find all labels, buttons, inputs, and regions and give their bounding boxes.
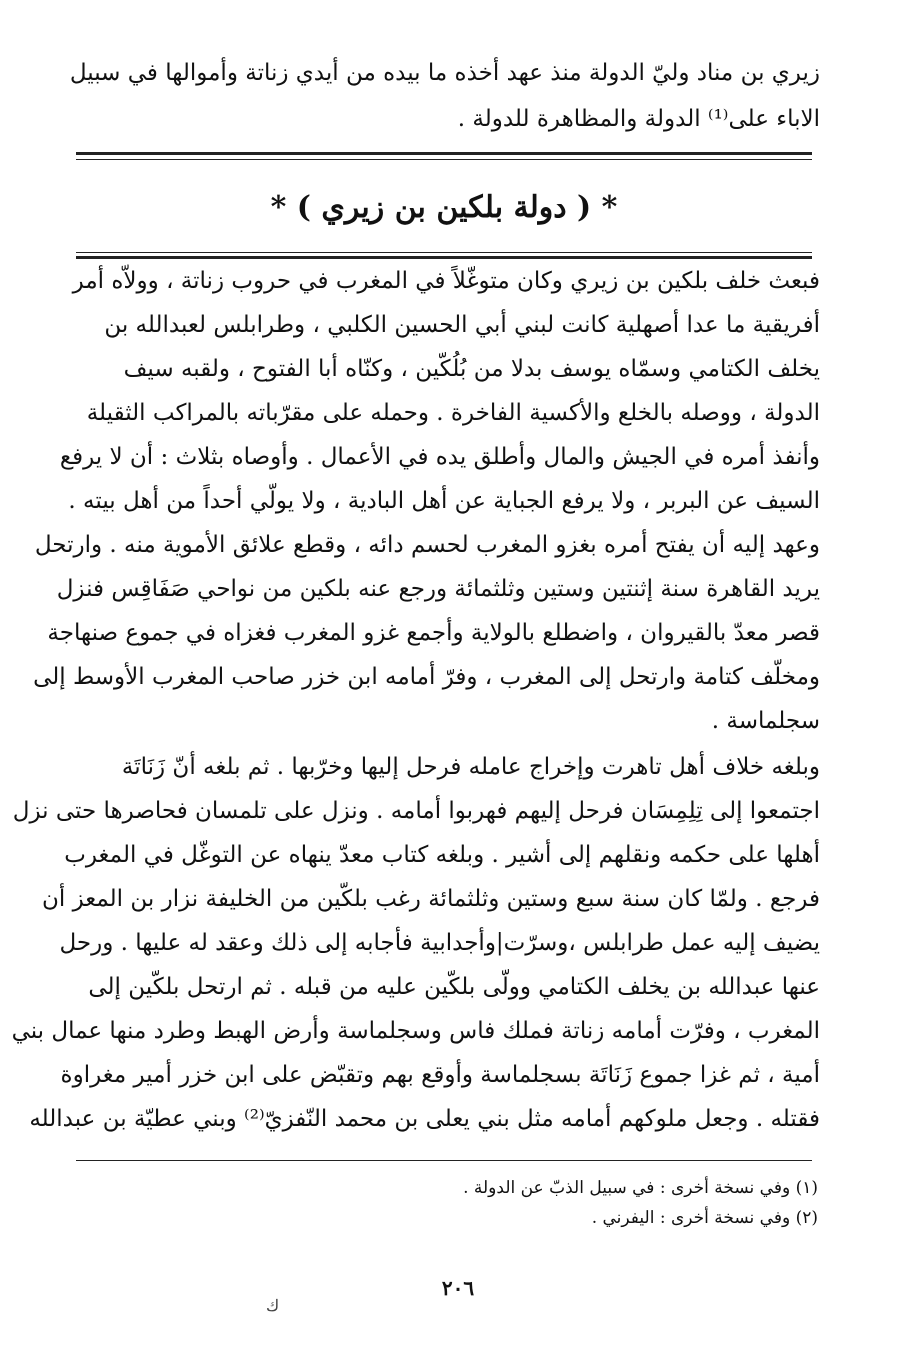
footnote-1: (١) وفي نسخة أخرى : في سبيل الذبّ عن الدولة . (463, 1178, 818, 1198)
body-line: قصر معدّ بالقيروان ، واضطلع بالولاية وأجمع غزو المغرب فغزاه في جموع صنهاجة (47, 620, 820, 646)
footnote-2: (٢) وفي نسخة أخرى : اليفرني . (591, 1208, 818, 1228)
body-line: وأنفذ أمره في الجيش والمال وأطلق يده في الأعمال . وأوصاه بثلاث : أن لا يرفع (59, 444, 820, 470)
body-line: يريد القاهرة سنة إثنتين وستين وثلثمائة ورجع عنه بلكين من نواحي صَفَاقِس فنزل (56, 576, 820, 602)
top-text-line-1: زيري بن مناد وليّ الدولة منذ عهد أخذه ما بيده من أيدي زناتة وأموالها في سبيل (69, 60, 820, 86)
body-line: أفريقية ما عدا أصهلية كانت لبني أبي الحسين الكلبي ، وطرابلس لعبدالله بن (104, 312, 820, 338)
body-line: المغرب ، وفرّت أمامه زناتة فملك فاس وسجلماسة وأرض الهبط وطرد منها عمال بني (11, 1018, 820, 1044)
body-line: فقتله . وجعل ملوكهم أمامه مثل بني يعلى بن محمد النّفزيّ⁽²⁾ وبني عطيّة بن عبدالله (29, 1106, 820, 1132)
body-line: فبعث خلف بلكين بن زيري وكان متوغّلاً في المغرب في حروب زناتة ، وولاّه أمر (72, 268, 820, 294)
body-line: الدولة ، ووصله بالخلع والأكسية الفاخرة . وحمله على مقرّباته بالمراكب الثقيلة (86, 400, 820, 426)
footnote-divider (76, 1160, 812, 1161)
divider-top-thick (76, 152, 812, 155)
divider-heading-thin (76, 252, 812, 253)
margin-mark: ك (266, 1296, 280, 1315)
body-line: ومخلّف كتامة وارتحل إلى المغرب ، وفرّ أمامه ابن خزر صاحب المغرب الأوسط إلى (33, 664, 820, 690)
body-line: فرجع . ولمّا كان سنة سبع وستين وثلثمائة رغب بلكّين من الخليفة نزار بن المعز أن (42, 886, 820, 912)
body-line: اجتمعوا إلى تِلِمِسَان فرحل إليهم فهربوا أمامه . ونزل على تلمسان فحاصرها حتى نزل (12, 798, 820, 824)
body-line: عنها عبدالله بن يخلف الكتامي وولّى بلكّين عليه من قبله . ثم ارتحل بلكّين إلى (88, 974, 820, 1000)
body-line: وبلغه خلاف أهل تاهرت وإخراج عامله فرحل إليها وخرّبها . ثم بلغه أنّ زَنَاتَة (121, 754, 820, 780)
body-line: سجلماسة . (711, 708, 820, 734)
divider-heading-thick (76, 256, 812, 259)
section-heading: * ( دولة بلكين بن زيري ) * (270, 190, 618, 225)
body-line: وعهد إليه أن يفتح أمره بغزو المغرب لحسم دائه ، وقطع علائق الأموية منه . وارتحل (34, 532, 820, 558)
divider-top-thin (76, 159, 812, 160)
body-line: أمية ، ثم غزا جموع زَنَاتَة بسجلماسة وأوقع بهم وتقبّض على ابن خزر أمير مغراوة (60, 1062, 820, 1088)
body-line: أهلها على حكمه ونقلهم إلى أشير . وبلغه كتاب معدّ ينهاه عن التوغّل في المغرب (64, 842, 820, 868)
body-line: يخلف الكتامي وسمّاه يوسف بدلا من بُلُكّين ، وكنّاه أبا الفتوح ، ولقبه سيف (123, 356, 820, 382)
page-number: ٢٠٦ (441, 1276, 475, 1300)
body-line: يضيف إليه عمل طرابلس ،وسرّت|وأجدابية فأجابه إلى ذلك وعقد له عليها . ورحل (59, 930, 820, 956)
body-line: السيف عن البربر ، ولا يرفع الجباية عن أهل البادية ، ولا يولّي أحداً من أهل بيته . (68, 488, 820, 514)
top-text-line-2: الاباء على⁽¹⁾ الدولة والمظاهرة للدولة . (457, 106, 820, 132)
